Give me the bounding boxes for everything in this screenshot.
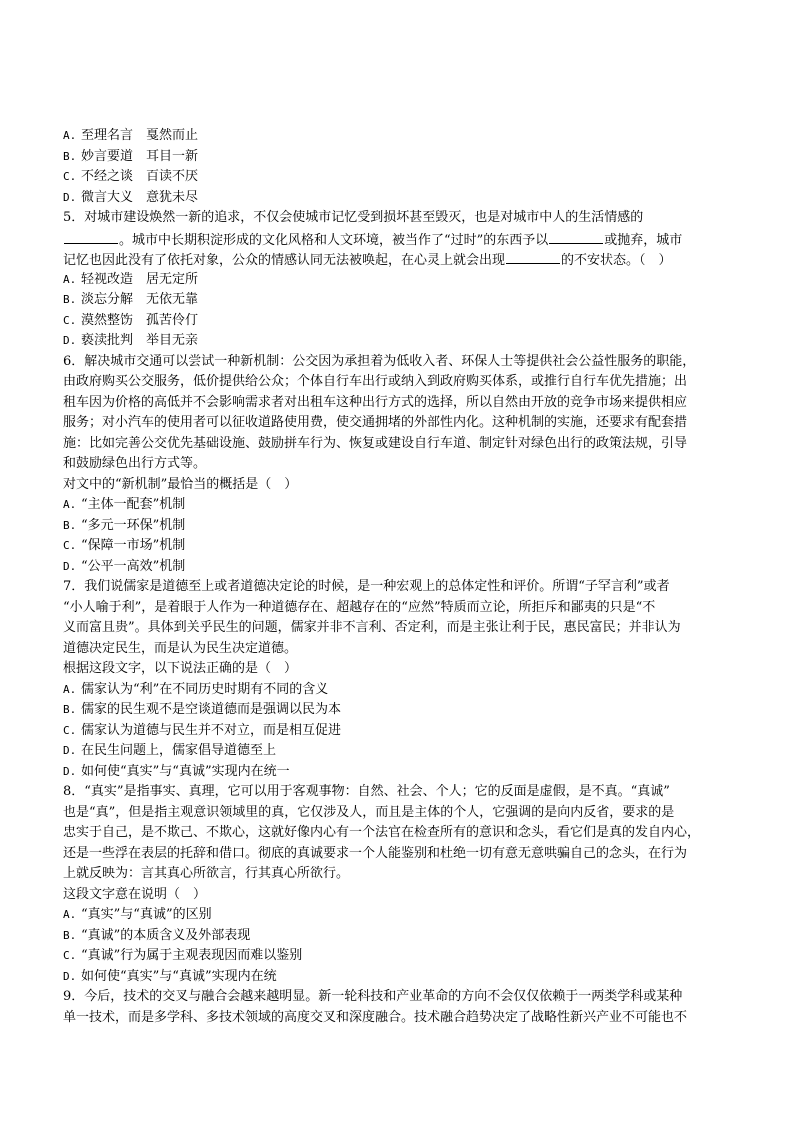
q5-stem-line-3: 记忆也因此没有了依托对象，公众的情感认同无法被唤起，在心灵上就会出现 的不安状态。（ ） <box>63 249 739 270</box>
q7-question: 根据这段文字，以下说法正确的是（ ） <box>63 661 298 676</box>
q6-option-b: B. “多元一环保”机制 <box>63 517 186 533</box>
q6-option-d: D. “公平一高效”机制 <box>63 558 186 574</box>
fill-blank <box>506 249 560 264</box>
q9-stem-line: 9．今后，技术的交叉与融合会越来越明显。新一轮科技和产业革命的方向不会仅仅依赖于一两类学科或某种 <box>63 989 683 1004</box>
q5-stem-line-2: 。城市中长期积淀形成的文化风格和人文环境，被当作了“过时”的东西予以 或抛弃，城市 <box>63 229 739 250</box>
q6-question: 对文中的“新机制”最恰当的概括是（ ） <box>63 476 298 492</box>
fill-blank <box>549 229 603 244</box>
question-8 <box>63 782 739 987</box>
q6-option-a: A. “主体一配套”机制 <box>63 497 186 512</box>
q7-stem-line: 道德决定民生，而是认为民生决定道德。 <box>63 640 298 656</box>
question-6 <box>63 352 739 578</box>
q8-option-c: C. “真诚”行为属于主观表现因而难以鉴别 <box>63 948 303 963</box>
question-5 <box>63 208 739 352</box>
q8-option-a: A. “真实”与“真诚”的区别 <box>63 907 212 922</box>
q6-stem-line: 服务；对小汽车的使用者可以征收道路使用费，使交通拥堵的外部性内化。这种机制的实施，还要求有配套措 <box>63 415 688 430</box>
fill-blank <box>64 229 118 244</box>
q6-option-c: C. “保障一市场”机制 <box>63 538 186 553</box>
q4-option-c: C. 不经之谈 百读不厌 <box>63 169 199 184</box>
q4-option-a: A. 至理名言 戛然而止 <box>63 128 199 143</box>
q8-question: 这段文字意在说明（ ） <box>63 886 207 902</box>
q5-option-b: B. 淡忘分解 无依无靠 <box>63 292 199 307</box>
q7-option-a: A. 儒家认为“利”在不同历史时期有不同的含义 <box>63 681 329 697</box>
question-9 <box>63 987 739 1028</box>
q4-options <box>63 126 739 208</box>
q7-stem-line: “小人喻于利”，是着眼于人作为一种道德存在、超越存在的“应然”特质而立论，所拒斥和鄙夷的只是“不 <box>63 599 656 615</box>
q5-option-c: C. 漠然整饬 孤苦伶仃 <box>63 312 199 328</box>
q5-stem-line-1: 5．对城市建设焕然一新的追求，不仅会使城市记忆受到损坏甚至毁灭，也是对城市中人的生活情感的 <box>63 210 644 225</box>
q8-option-b: B. “真诚”的本质含义及外部表现 <box>63 927 251 943</box>
q9-stem-line: 单一技术，而是多学科、多技术领域的高度交叉和深度融合。技术融合趋势决定了战略性新兴产业不可能也不 <box>63 1009 688 1025</box>
q7-option-d-extra: D. 如何使“真实”与“真诚”实现内在统一 <box>63 763 290 779</box>
q7-stem-line: 义而富且贵”。具体到关乎民生的问题，儒家并非不言利、否定利，而是主张让利于民，惠民富民；并非认为 <box>63 620 681 635</box>
q8-stem-line: 也是“真”，但是指主观意识领域里的真，它仅涉及人，而且是主体的个人，它强调的是向内反省，要求的是 <box>63 804 675 820</box>
page-content <box>63 126 739 1028</box>
question-7 <box>63 577 739 782</box>
q6-stem-line: 施：比如完善公交优先基础设施、鼓励拼车行为、恢复或建设自行车道、制定针对绿色出行的政策法规，引导 <box>63 435 688 451</box>
q6-stem-line: 租车因为价格的高低并不会影响需求者对出租车这种出行方式的选择，所以自然由开放的竞争市场来提供相应 <box>63 394 688 410</box>
q7-option-b: B. 儒家的民生观不是空谈道德而是强调以民为本 <box>63 702 342 717</box>
q5-option-a: A. 轻视改造 居无定所 <box>63 271 199 287</box>
q7-option-d: D. 在民生问题上，儒家倡导道德至上 <box>63 743 277 758</box>
q8-stem-line: 8．“真实”是指事实、真理，它可以用于客观事物：自然、社会、个人；它的反面是虚假，是不真。“真诚” <box>63 784 670 799</box>
q6-stem-line: 和鼓励绿色出行方式等。 <box>63 456 207 471</box>
q4-option-d: D. 微言大义 意犹未尽 <box>63 189 199 205</box>
q6-stem-line: 6．解决城市交通可以尝试一种新机制：公交因为承担着为低收入者、环保人士等提供社会公益性服务的职能， <box>63 353 696 369</box>
q5-option-d: D. 亵渎批判 举目无亲 <box>63 333 199 348</box>
q8-stem-line: 上就反映为：言其真心所欲言，行其真心所欲行。 <box>63 866 350 881</box>
q7-option-c: C. 儒家认为道德与民生并不对立，而是相互促进 <box>63 722 342 738</box>
q4-option-b: B. 妙言要道 耳目一新 <box>63 148 199 164</box>
q8-stem-line: 忠实于自己，是不欺己、不欺心，这就好像内心有一个法官在检查所有的意识和念头，看它们是真的发自内心， <box>63 825 701 840</box>
q8-option-d: D. 如何使“真实”与“真诚”实现内在统 <box>63 968 277 984</box>
q7-stem-line: 7．我们说儒家是道德至上或者道德决定论的时候，是一种宏观上的总体定性和评价。所谓“子罕言利”或者 <box>63 579 670 594</box>
q8-stem-line: 还是一些浮在表层的托辞和借口。彻底的真诚要求一个人能鉴别和杜绝一切有意无意哄骗自己的念头，在行为 <box>63 845 688 861</box>
q6-stem-line: 由政府购买公交服务，低价提供给公众；个体自行车出行或纳入到政府购买体系，或推行自行车优先措施；出 <box>63 374 688 389</box>
